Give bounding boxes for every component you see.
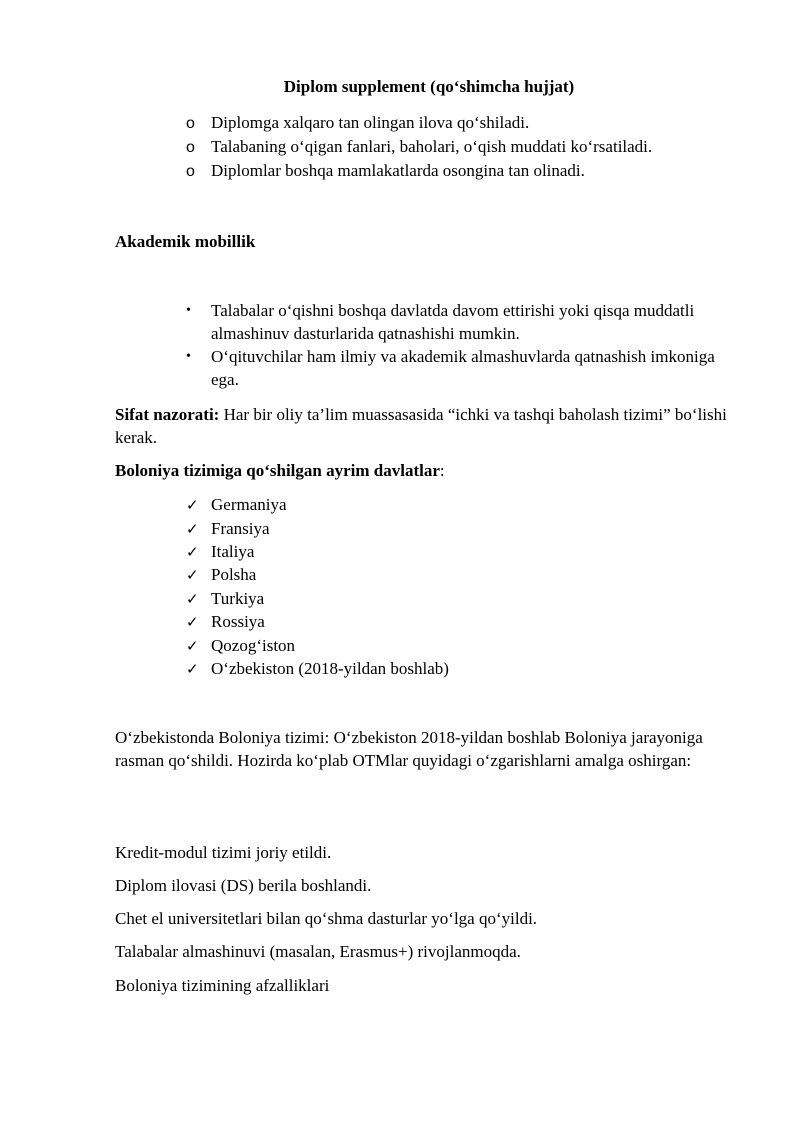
list-item	[186, 657, 449, 681]
list-item-text: Turkiya	[211, 589, 265, 608]
change-line: Boloniya tizimining afzalliklari	[115, 976, 330, 995]
list-item-text: Italiya	[211, 542, 255, 561]
bullet-icon: •	[186, 303, 191, 318]
quality-text: Har bir oliy ta’lim muassasasida “ichki va tashqi baholash tizimi” bo‘lishi kerak.	[115, 405, 727, 447]
circle-bullet-icon: o	[186, 163, 195, 180]
circle-bullet-icon: o	[186, 139, 195, 156]
uzbekistan-paragraph: O‘zbekistonda Boloniya tizimi: O‘zbekiston 2018-yildan boshlab Boloniya jarayoniga rasman qo‘shildi. Hozirda ko‘plab OTMlar quyidagi o‘zgarishlarni amalga oshirgan:	[115, 728, 703, 770]
checkmark-icon: ✓	[186, 613, 199, 631]
section-heading-mobility: Akademik mobillik	[115, 232, 256, 251]
list-item	[186, 540, 254, 564]
checkmark-icon: ✓	[186, 637, 199, 655]
checkmark-icon: ✓	[186, 660, 199, 678]
quality-paragraph	[115, 403, 745, 449]
list-item-text: Fransiya	[211, 519, 270, 538]
list-item-text: Diplomlar boshqa mamlakatlarda osongina tan olinadi.	[211, 161, 585, 180]
countries-heading-colon: :	[439, 461, 445, 480]
checkmark-icon: ✓	[186, 543, 199, 561]
quality-label: Sifat nazorati:	[115, 405, 220, 424]
list-item-text: O‘qituvchilar ham ilmiy va akademik almashuvlarda qatnashish imkoniga ega.	[211, 347, 715, 389]
page-title: Diplom supplement (qo‘shimcha hujjat)	[283, 77, 575, 96]
list-item	[186, 610, 265, 634]
change-line: Diplom ilovasi (DS) berila boshlandi.	[115, 876, 372, 895]
list-item	[186, 160, 585, 183]
list-item	[186, 112, 529, 135]
circle-bullet-icon: o	[186, 115, 195, 132]
checkmark-icon: ✓	[186, 566, 199, 584]
list-item-text: Rossiya	[211, 612, 265, 631]
list-item	[186, 493, 287, 517]
list-item	[186, 634, 295, 658]
list-item	[186, 563, 256, 587]
checkmark-icon: ✓	[186, 496, 199, 514]
list-item	[186, 587, 264, 611]
list-item	[186, 517, 270, 541]
checkmark-icon: ✓	[186, 520, 199, 538]
list-item	[186, 136, 652, 159]
section-heading-countries	[115, 460, 445, 482]
countries-heading-text: Boloniya tizimiga qo‘shilgan ayrim davlatlar	[115, 461, 440, 480]
bullet-icon: •	[186, 349, 191, 364]
change-line: Chet el universitetlari bilan qo‘shma dasturlar yo‘lga qo‘yildi.	[115, 909, 538, 928]
list-item-text: Polsha	[211, 565, 257, 584]
list-item	[186, 299, 746, 345]
checkmark-icon: ✓	[186, 590, 199, 608]
list-item-text: Talabaning o‘qigan fanlari, baholari, o‘qish muddati ko‘rsatiladi.	[211, 137, 653, 156]
list-item-text: Germaniya	[211, 495, 287, 514]
list-item-text: O‘zbekiston (2018-yildan boshlab)	[211, 659, 449, 678]
list-item-text: Diplomga xalqaro tan olingan ilova qo‘shiladi.	[211, 113, 530, 132]
list-item-text: Qozog‘iston	[211, 636, 296, 655]
list-item	[186, 345, 746, 391]
change-line: Kredit-modul tizimi joriy etildi.	[115, 843, 332, 862]
list-item-text: Talabalar o‘qishni boshqa davlatda davom ettirishi yoki qisqa muddatli almashinuv dasturlarida qatnashishi mumkin.	[211, 301, 695, 343]
change-line: Talabalar almashinuvi (masalan, Erasmus+) rivojlanmoqda.	[115, 942, 521, 961]
